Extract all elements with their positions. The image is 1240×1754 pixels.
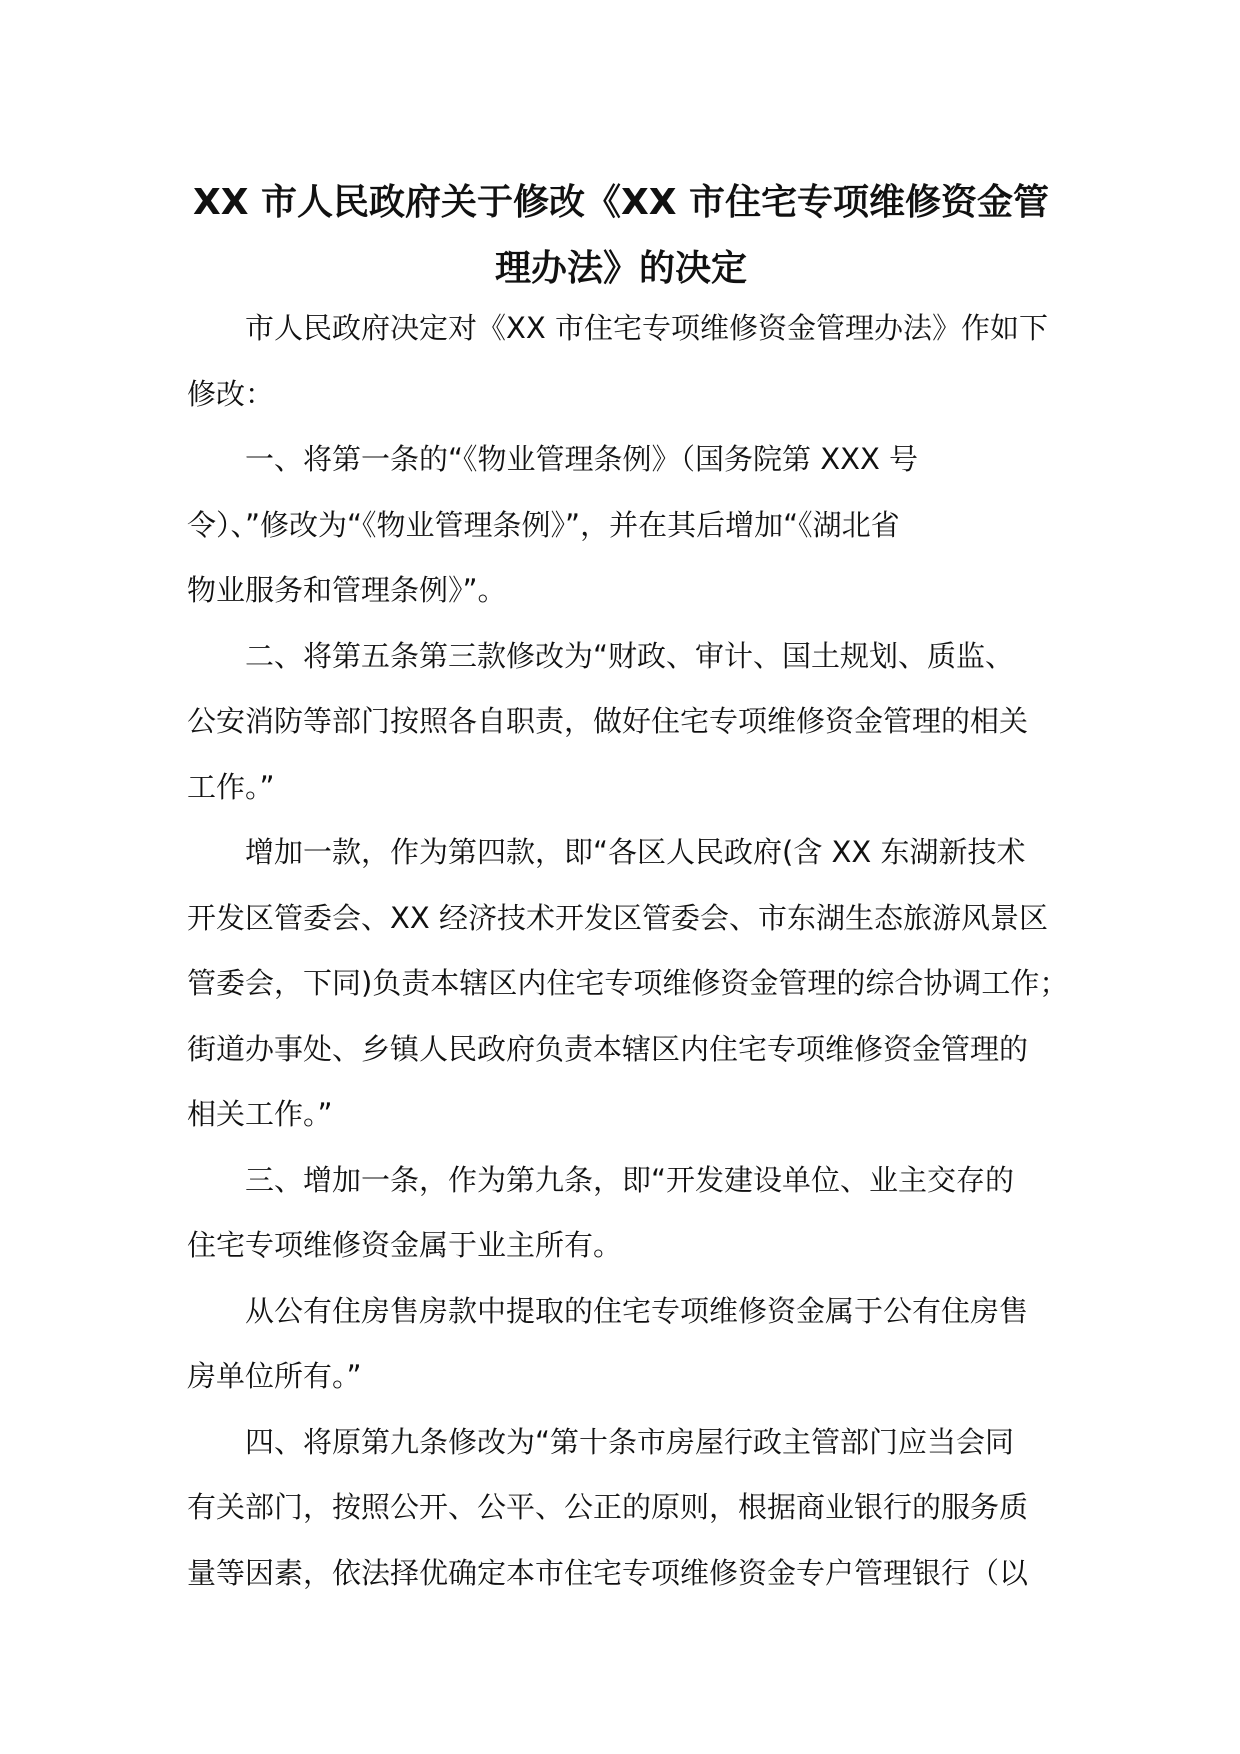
text-line: 有关部门，按照公开、公平、公正的原则，根据商业银行的服务质 bbox=[187, 1490, 1029, 1524]
text-line: 从公有住房售房款中提取的住宅专项维修资金属于公有住房售 bbox=[245, 1293, 1029, 1328]
paragraph-item-2-addition bbox=[187, 820, 1069, 1148]
text-line: 工作。” bbox=[187, 769, 275, 804]
text-line: 令）、”修改为“《物业管理条例》”，并在其后增加“《湖北省 bbox=[187, 507, 900, 542]
document-title bbox=[186, 170, 1056, 302]
text-line: 相关工作。” bbox=[187, 1097, 333, 1131]
text-line: 公安消防等部门按照各自职责，做好住宅专项维修资金管理的相关 bbox=[187, 704, 1029, 738]
paragraph-item-1 bbox=[187, 427, 1059, 624]
text-line: 房单位所有。” bbox=[187, 1359, 362, 1393]
text-line: 街道办事处、乡镇人民政府负责本辖区内住宅专项维修资金管理的 bbox=[187, 1031, 1029, 1066]
text-line: 增加一款，作为第四款，即“各区人民政府(含 XX 东湖新技术 bbox=[245, 835, 1026, 869]
text-line: 一、将第一条的“《物业管理条例》（国务院第 XXX 号 bbox=[245, 442, 919, 476]
title-line: 理办法》的决定 bbox=[494, 248, 747, 289]
title-line: XX 市人民政府关于修改《XX 市住宅专项维修资金管 bbox=[192, 182, 1050, 223]
text-line: 四、将原第九条修改为“第十条市房屋行政主管部门应当会同 bbox=[245, 1424, 1015, 1459]
paragraph-item-3-continued bbox=[187, 1279, 1059, 1410]
text-line: 市人民政府决定对《XX 市住宅专项维修资金管理办法》作如下 bbox=[245, 311, 1048, 345]
document-body bbox=[187, 296, 1069, 1606]
text-line: 住宅专项维修资金属于业主所有。 bbox=[187, 1228, 623, 1262]
text-line: 管委会，下同)负责本辖区内住宅专项维修资金管理的综合协调工作； bbox=[187, 966, 1069, 1000]
text-line: 二、将第五条第三款修改为“财政、审计、国土规划、质监、 bbox=[245, 638, 1015, 673]
paragraph-item-4 bbox=[187, 1410, 1059, 1607]
text-line: 量等因素，依法择优确定本市住宅专项维修资金专户管理银行（以 bbox=[187, 1555, 1029, 1590]
text-line: 开发区管委会、XX 经济技术开发区管委会、市东湖生态旅游风景区 bbox=[187, 900, 1048, 935]
paragraph-item-2 bbox=[187, 624, 1059, 821]
paragraph-item-3 bbox=[187, 1148, 1059, 1279]
text-line: 修改： bbox=[187, 376, 275, 411]
text-line: 物业服务和管理条例》”。 bbox=[187, 573, 507, 607]
paragraph-intro bbox=[187, 296, 1059, 427]
text-line: 三、增加一条，作为第九条，即“开发建设单位、业主交存的 bbox=[245, 1162, 1015, 1197]
